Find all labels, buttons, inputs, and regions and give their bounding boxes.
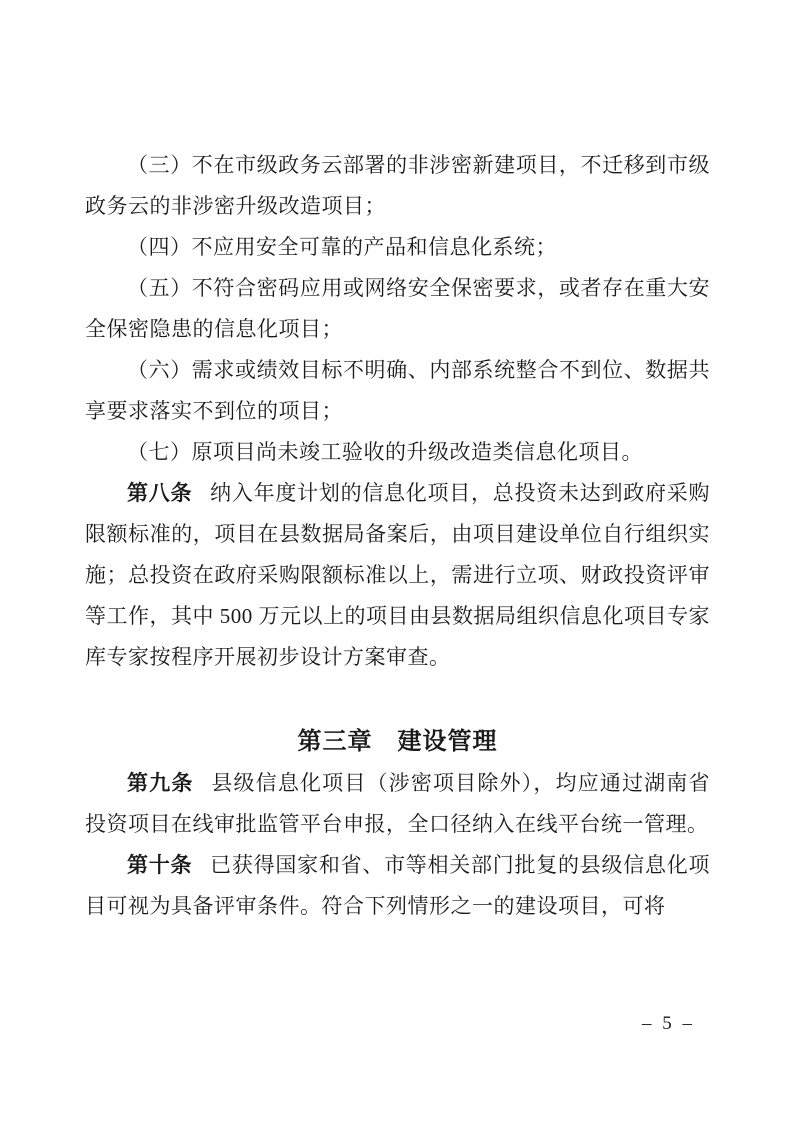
page-number: – 5 –	[642, 1013, 695, 1034]
article-text: 已获得国家和省、市等相关部门批复的县级信息化项目可视为具备评审条件。符合下列情形之一的建设项目，可将	[85, 853, 711, 918]
document-body	[85, 145, 710, 927]
body-paragraph: （三）不在市级政务云部署的非涉密新建项目，不迁移到市级政务云的非涉密升级改造项目；	[85, 153, 710, 218]
article-label: 第八条	[127, 481, 193, 505]
article-paragraph	[85, 763, 710, 845]
article-text: 纳入年度计划的信息化项目，总投资未达到政府采购限额标准的，项目在县数据局备案后，由项目建设单位自行组织实施；总投资在政府采购限额标准以上，需进行立项、财政投资评审等工作，其中 500 万元以上的项目由县数据局组织信息化项目专家库专家按程序开展初步设计方案审查。	[85, 481, 711, 669]
article-label: 第九条	[127, 771, 194, 795]
article-text: 县级信息化项目（涉密项目除外），均应通过湖南省投资项目在线审批监管平台申报，全口径纳入在线平台统一管理。	[85, 771, 710, 836]
article-paragraph	[85, 845, 710, 927]
article-paragraph	[85, 473, 710, 678]
body-paragraph: （五）不符合密码应用或网络安全保密要求，或者存在重大安全保密隐患的信息化项目；	[85, 276, 710, 341]
chapter-heading: 第三章 建设管理	[297, 729, 498, 755]
article-label: 第十条	[127, 853, 193, 877]
body-paragraph: （四）不应用安全可靠的产品和信息化系统；	[127, 235, 557, 259]
body-paragraph: （七）原项目尚未竣工验收的升级改造类信息化项目。	[127, 440, 643, 464]
body-paragraph: （六）需求或绩效目标不明确、内部系统整合不到位、数据共享要求落实不到位的项目；	[85, 358, 710, 423]
